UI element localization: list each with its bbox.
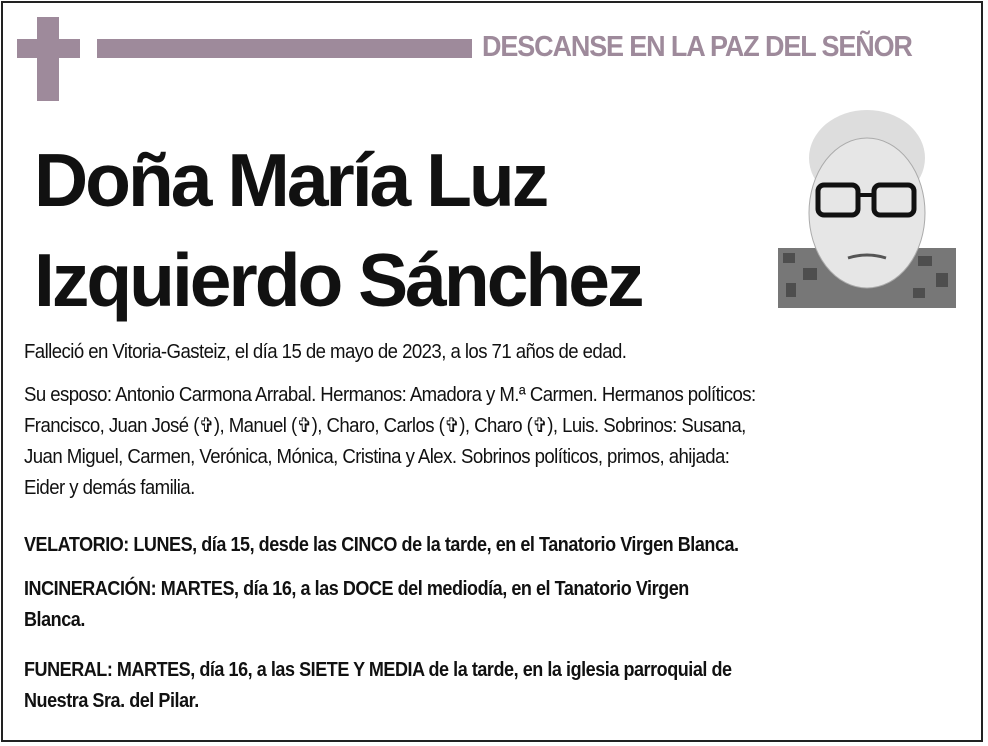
name-line-1: Doña María Luz	[34, 138, 547, 222]
name-line-2: Izquierdo Sánchez	[34, 238, 642, 322]
header-tagline: DESCANSE EN LA PAZ DEL SEÑOR	[482, 31, 912, 63]
funeral-line: Nuestra Sra. del Pilar.	[24, 690, 199, 712]
cross-icon	[37, 17, 59, 101]
deceased-photo	[778, 98, 956, 308]
funeral-line: FUNERAL: MARTES, día 16, a las SIETE Y MEDIA de la tarde, en la iglesia parroquial de	[24, 659, 732, 681]
family-line: Su esposo: Antonio Carmona Arrabal. Hermanos: Amadora y M.ª Carmen. Hermanos políticos:	[24, 384, 756, 406]
family-paragraph	[24, 380, 756, 504]
incineracion-paragraph	[24, 574, 689, 636]
incineracion-line: INCINERACIÓN: MARTES, día 16, a las DOCE del mediodía, en el Tanatorio Virgen	[24, 578, 689, 600]
deceased-name	[34, 130, 641, 330]
family-line: Eider y demás familia.	[24, 477, 195, 499]
family-line: Francisco, Juan José (✞), Manuel (✞), Charo, Carlos (✞), Charo (✞), Luis. Sobrinos: Susana,	[24, 415, 746, 437]
velatorio-paragraph	[24, 530, 739, 561]
family-line: Juan Miguel, Carmen, Verónica, Mónica, Cristina y Alex. Sobrinos políticos, primos, ahijada:	[24, 446, 730, 468]
incineracion-line: Blanca.	[24, 609, 85, 631]
header-rule	[97, 39, 472, 58]
funeral-paragraph	[24, 655, 732, 717]
cross-icon-arm	[17, 39, 80, 58]
death-notice: Falleció en Vitoria-Gasteiz, el día 15 de mayo de 2023, a los 71 años de edad.	[24, 341, 627, 363]
velatorio-line: VELATORIO: LUNES, día 15, desde las CINCO de la tarde, en el Tanatorio Virgen Blanca.	[24, 534, 739, 556]
